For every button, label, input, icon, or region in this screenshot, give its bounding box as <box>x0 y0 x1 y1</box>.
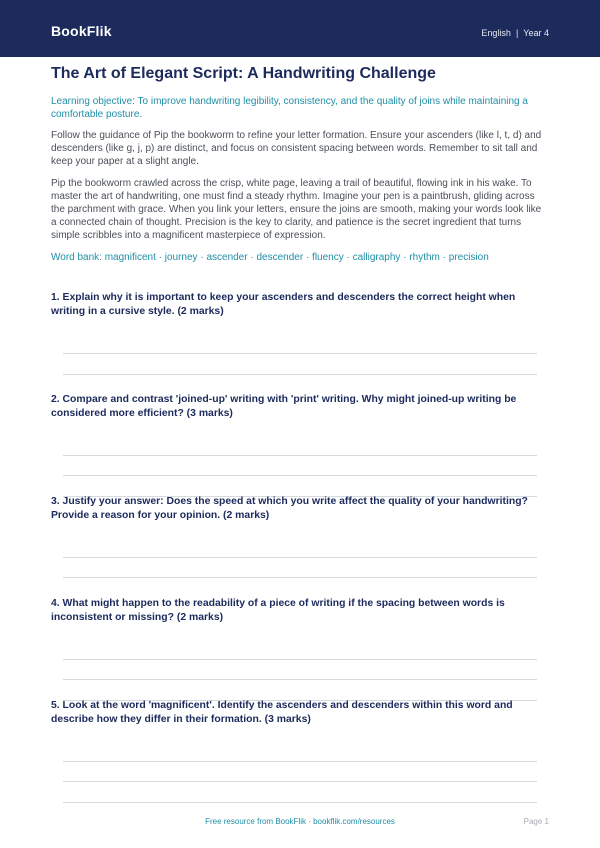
question-3: 3. Justify your answer: Does the speed at which you write affect the quality of your handwriting? Provide a reason for your opinion. (2 marks) <box>51 496 528 521</box>
instructions-paragraph: Follow the guidance of Pip the bookworm to refine your letter formation. Ensure your ascenders (like l, t, d) and descenders (like g, j, p) are distinct, and focus on consistent spacing between words. Remember to sit tall and keep your paper at a slight angle. <box>51 130 542 168</box>
answer-line[interactable] <box>63 781 537 782</box>
page-number: Page 1 <box>523 817 549 826</box>
answer-line[interactable] <box>63 577 537 578</box>
worksheet-title: The Art of Elegant Script: A Handwriting Challenge <box>51 65 436 82</box>
question-4: 4. What might happen to the readability of a piece of writing if the spacing between words is inconsistent or missing? (2 marks) <box>51 598 505 623</box>
subject-year-label <box>481 28 549 38</box>
word-bank: Word bank: magnificent · journey · ascender · descender · fluency · calligraphy · rhythm · precision <box>51 251 489 263</box>
answer-line[interactable] <box>63 475 537 476</box>
answer-line[interactable] <box>63 374 537 375</box>
passage-paragraph: Pip the bookworm crawled across the crisp, white page, leaving a trail of beautiful, flowing ink in his wake. To master the art of handwriting, one must find a steady rhythm. Imagine your pen is a paintbrush, gliding across the parchment with grace. When you link your letters, ensure the joins are smooth, making your words look like a connected chain of thought. Precision is the key to clarity, and patience is the secret ingredient that turns simple scribbles into a magnificent masterpiece of expression. <box>51 177 542 242</box>
brand-logo: BookFlik <box>51 23 112 39</box>
answer-line[interactable] <box>63 455 537 456</box>
answer-line[interactable] <box>63 761 537 762</box>
question-1: 1. Explain why it is important to keep your ascenders and descenders the correct height when writing in a cursive style. (2 marks) <box>51 292 516 317</box>
answer-line[interactable] <box>63 659 537 660</box>
question-2: 2. Compare and contrast 'joined-up' writing with 'print' writing. Why might joined-up writing be considered more efficient? (3 marks) <box>51 394 517 419</box>
answer-line[interactable] <box>63 679 537 680</box>
year-label: Year 4 <box>523 28 549 38</box>
meta-separator: | <box>515 28 519 38</box>
page-footer <box>0 817 600 831</box>
answer-line[interactable] <box>63 353 537 354</box>
footer-credit: Free resource from BookFlik · bookflik.com/resources <box>205 817 395 826</box>
subject-label: English <box>481 28 511 38</box>
answer-line[interactable] <box>63 557 537 558</box>
question-5: 5. Look at the word 'magnificent'. Identify the ascenders and descenders within this word and describe how they differ in their formation. (3 marks) <box>51 700 513 725</box>
page-header <box>0 0 600 57</box>
answer-line[interactable] <box>63 802 537 803</box>
learning-objective: Learning objective: To improve handwriting legibility, consistency, and the quality of joins while maintaining a comfortable posture. <box>51 96 528 120</box>
worksheet-intro <box>51 63 549 264</box>
